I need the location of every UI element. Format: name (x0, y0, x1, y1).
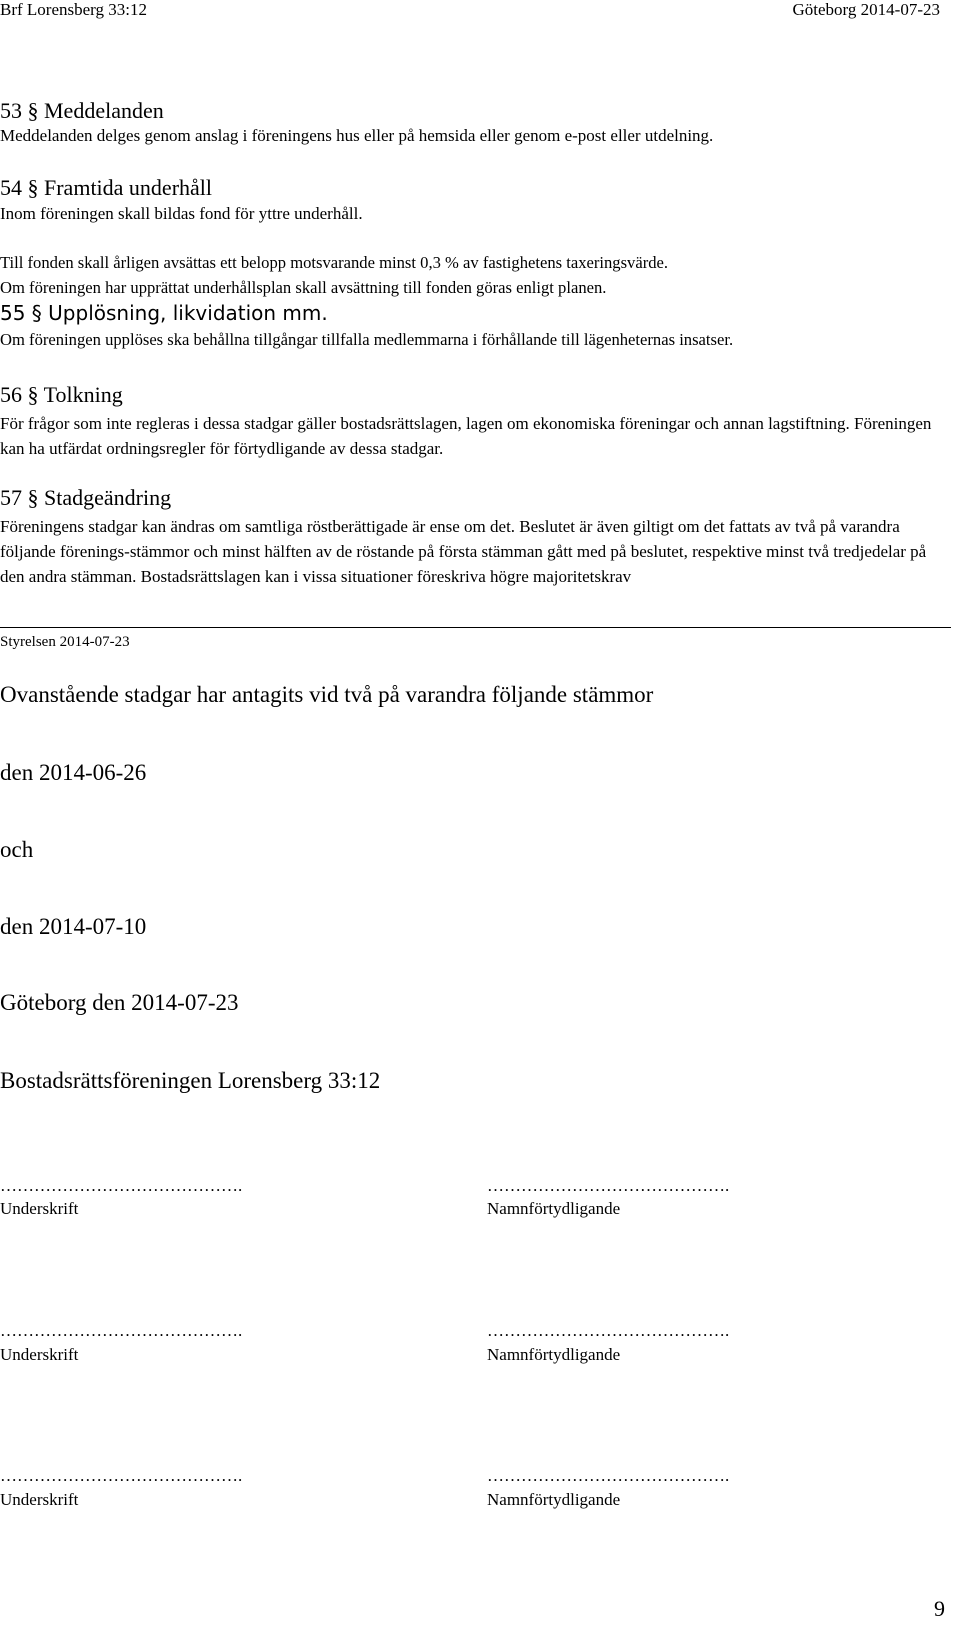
signature-line: ……………………………………. (0, 1466, 243, 1485)
section-55-body: Om föreningen upplöses ska behållna tillgångar tillfalla medlemmarna i förhållande till lägenheternas insatser. (0, 330, 734, 349)
association-name: Bostadsrättsföreningen Lorensberg 33:12 (0, 1068, 381, 1093)
section-57-body: Föreningens stadgar kan ändras om samtliga röstberättigade är ense om det. Beslutet är även giltigt om det fattats av två på varandra följande förenings-stämmor och minst hälften av de röstande på första stämman gått med på beslutet, respektive minst två tredjedelar på den andra stämman. Bostadsrättslagen kan i vissa situationer föreskriva högre majoritetskrav (0, 517, 927, 586)
adoption-date-2: den 2014-07-10 (0, 914, 147, 939)
board-date-line: Styrelsen 2014-07-23 (0, 634, 130, 650)
section-54-body-1: Inom föreningen skall bildas fond för yttre underhåll. (0, 204, 363, 223)
section-56-body: För frågor som inte regleras i dessa stadgar gäller bostadsrättslagen, lagen om ekonomiska föreningar och annan lagstiftning. Föreningen kan ha utfärdat ordningsregler för förtydligande av dessa stadgar. (0, 414, 932, 458)
divider-line (0, 627, 951, 628)
adoption-statement: Ovanstående stadgar har antagits vid två på varandra följande stämmor (0, 682, 654, 707)
name-clarification-line: ……………………………………. (487, 1321, 730, 1340)
header-place-date: Göteborg 2014-07-23 (792, 0, 940, 19)
page-number: 9 (934, 1596, 945, 1621)
adoption-date-1: den 2014-06-26 (0, 760, 147, 785)
section-55-heading: 55 § Upplösning, likvidation mm. (0, 301, 328, 325)
signature-label: Underskrift (0, 1345, 79, 1364)
name-clarification-label: Namnförtydligande (487, 1345, 621, 1364)
section-54-heading: 54 § Framtida underhåll (0, 175, 213, 200)
name-clarification-label: Namnförtydligande (487, 1199, 621, 1218)
section-57-heading: 57 § Stadgeändring (0, 485, 172, 510)
place-and-date: Göteborg den 2014-07-23 (0, 990, 239, 1015)
signature-label: Underskrift (0, 1199, 79, 1218)
section-54-body-3: Om föreningen har upprättat underhållsplan skall avsättning till fonden göras enligt planen. (0, 278, 607, 297)
section-53-body: Meddelanden delges genom anslag i föreningens hus eller på hemsida eller genom e-post eller utdelning. (0, 126, 714, 145)
signature-line: ……………………………………. (0, 1176, 243, 1195)
name-clarification-label: Namnförtydligande (487, 1490, 621, 1509)
header-association: Brf Lorensberg 33:12 (0, 0, 147, 19)
name-clarification-line: ……………………………………. (487, 1466, 730, 1485)
signature-label: Underskrift (0, 1490, 79, 1509)
section-53-heading: 53 § Meddelanden (0, 98, 164, 123)
adoption-and: och (0, 837, 34, 862)
section-56-heading: 56 § Tolkning (0, 382, 123, 407)
section-54-body-2: Till fonden skall årligen avsättas ett belopp motsvarande minst 0,3 % av fastighetens taxeringsvärde. (0, 253, 669, 272)
signature-line: ……………………………………. (0, 1321, 243, 1340)
name-clarification-line: ……………………………………. (487, 1176, 730, 1195)
